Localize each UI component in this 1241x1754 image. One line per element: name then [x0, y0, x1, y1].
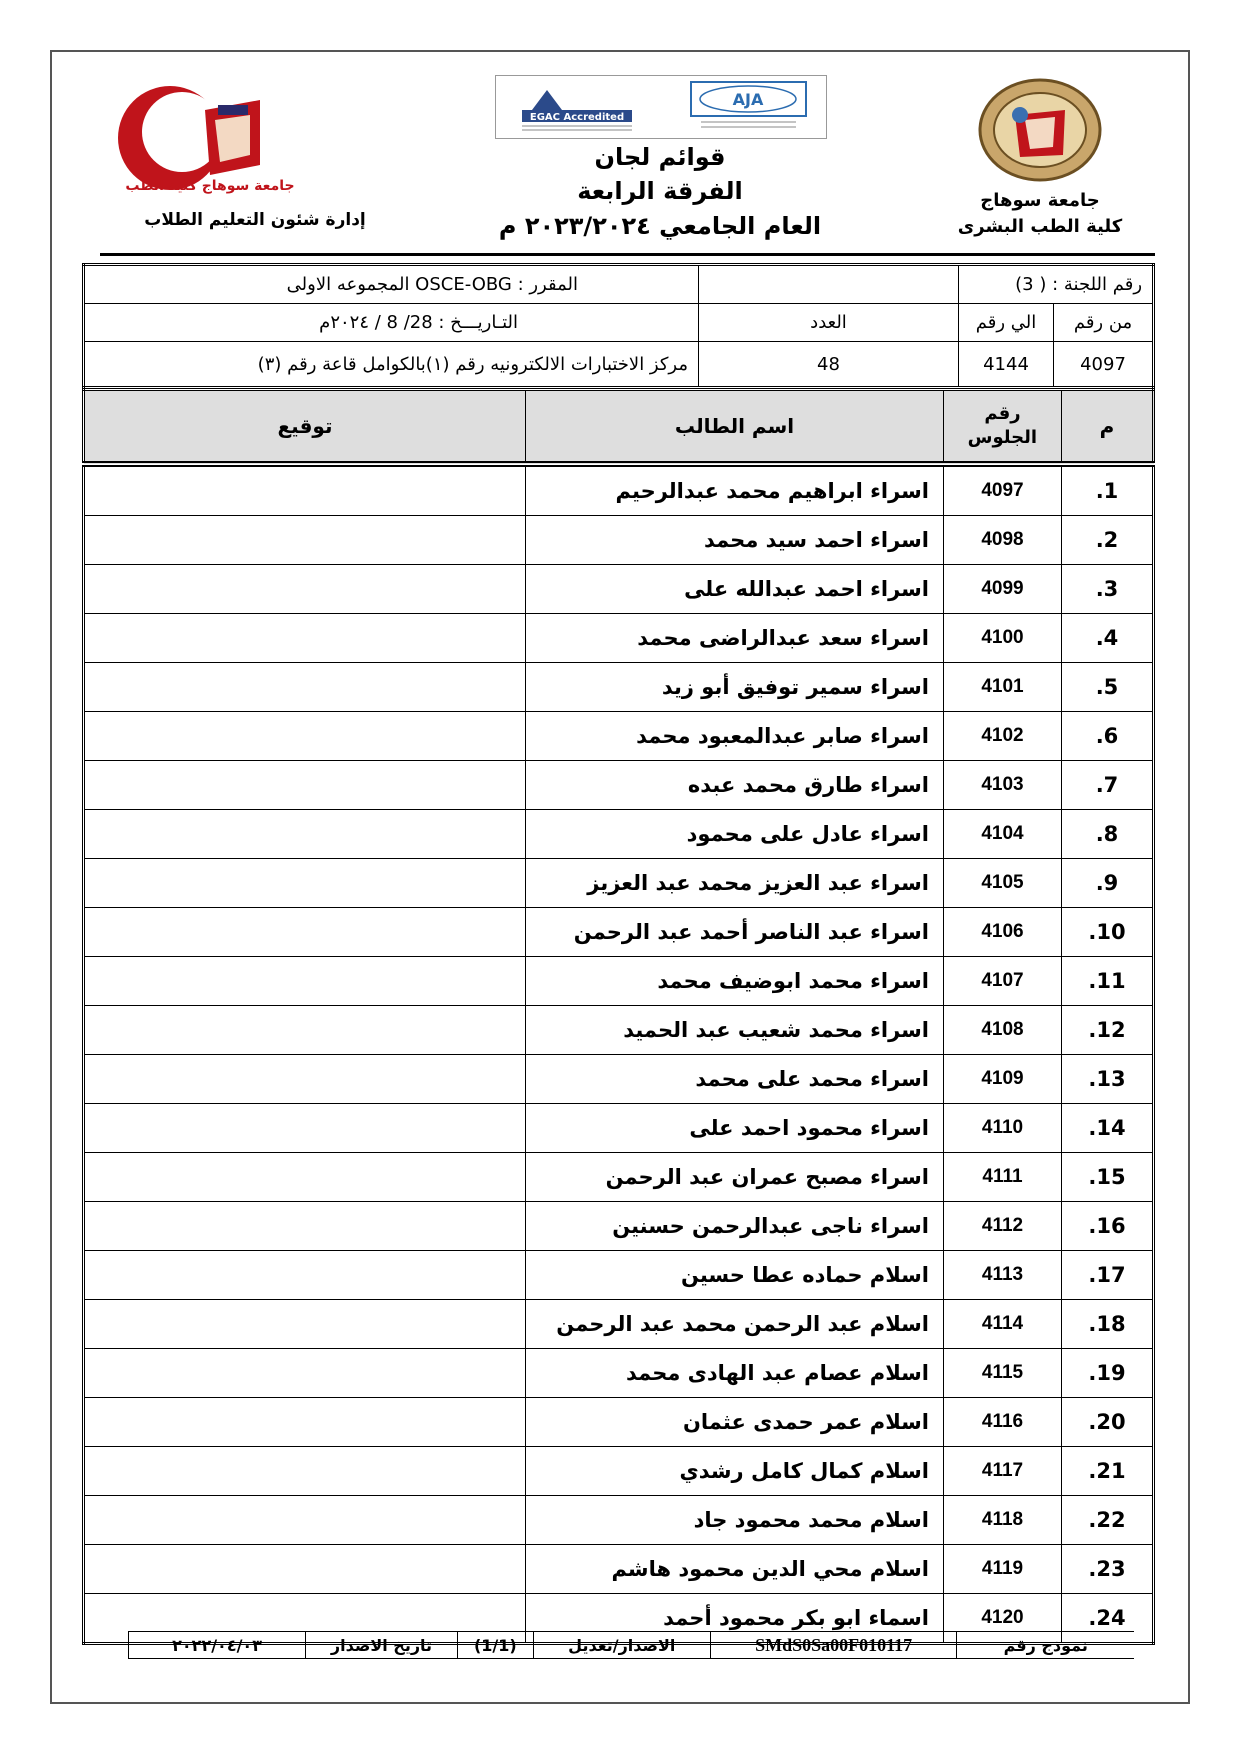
table-row: [84, 1153, 1154, 1202]
table-row: [84, 1055, 1154, 1104]
column-header-index: م: [1062, 390, 1154, 465]
student-name: اسراء سعد عبدالراضى محمد: [526, 614, 944, 663]
logo-text: جامعة سوهاج كلية الطب: [125, 178, 295, 194]
student-name: اسماء ابو بكر محمود أحمد: [526, 1594, 944, 1644]
seat-number: 4112: [944, 1202, 1062, 1251]
seat-number: 4120: [944, 1594, 1062, 1644]
academic-year: العام الجامعي ٢٠٢٣/٢٠٢٤ م: [498, 212, 822, 240]
row-index: 4.: [1062, 614, 1154, 663]
signature-cell: [84, 1349, 526, 1398]
course-name: المقرر : OSCE-OBG المجموعه الاولى: [84, 265, 699, 304]
signature-cell: [84, 957, 526, 1006]
row-index: 12.: [1062, 1006, 1154, 1055]
signature-cell: [84, 1202, 526, 1251]
department-name: إدارة شئون التعليم الطلاب: [144, 210, 366, 230]
table-row: [84, 565, 1154, 614]
signature-cell: [84, 1104, 526, 1153]
row-index: 19.: [1062, 1349, 1154, 1398]
seat-number: 4105: [944, 859, 1062, 908]
column-header-signature: توقيع: [84, 390, 526, 465]
university-block: [955, 188, 1125, 240]
row-index: 15.: [1062, 1153, 1154, 1202]
signature-cell: [84, 859, 526, 908]
seat-number: 4106: [944, 908, 1062, 957]
row-index: 13.: [1062, 1055, 1154, 1104]
student-name: اسلام عمر حمدى عثمان: [526, 1398, 944, 1447]
table-row: [84, 761, 1154, 810]
from-label: من رقم: [1054, 304, 1154, 342]
student-name: اسراء محمد على محمد: [526, 1055, 944, 1104]
student-name: اسراء صابر عبدالمعبود محمد: [526, 712, 944, 761]
seat-number: 4098: [944, 516, 1062, 565]
table-row: [84, 859, 1154, 908]
row-index: 23.: [1062, 1545, 1154, 1594]
seat-number: 4113: [944, 1251, 1062, 1300]
row-index: 5.: [1062, 663, 1154, 712]
seat-number: 4109: [944, 1055, 1062, 1104]
row-index: 10.: [1062, 908, 1154, 957]
table-row: [84, 516, 1154, 565]
students-table: [82, 388, 1155, 1645]
table-row: [84, 908, 1154, 957]
signature-cell: [84, 516, 526, 565]
row-index: 11.: [1062, 957, 1154, 1006]
table-row: [84, 614, 1154, 663]
issue-date-label: تاريخ الاصدار: [306, 1632, 458, 1659]
table-row: [84, 1251, 1154, 1300]
count-label: العدد: [699, 304, 959, 342]
exam-date: التـاريـــخ : 28/ 8 / ٢٠٢٤م: [84, 304, 699, 342]
student-name: اسلام محي الدين محمود هاشم: [526, 1545, 944, 1594]
row-index: 22.: [1062, 1496, 1154, 1545]
table-row: [84, 663, 1154, 712]
student-name: اسراء ابراهيم محمد عبدالرحيم: [526, 464, 944, 516]
egac-text: EGAC Accredited: [529, 112, 625, 123]
row-index: 3.: [1062, 565, 1154, 614]
signature-cell: [84, 1398, 526, 1447]
row-index: 9.: [1062, 859, 1154, 908]
seat-number: 4111: [944, 1153, 1062, 1202]
committee-info-table: [82, 263, 1155, 389]
row-index: 20.: [1062, 1398, 1154, 1447]
edition-label: الاصدار/تعديل: [533, 1632, 710, 1659]
seat-number: 4114: [944, 1300, 1062, 1349]
table-row: [84, 1006, 1154, 1055]
table-row: [84, 1545, 1154, 1594]
student-name: اسراء احمد عبدالله على: [526, 565, 944, 614]
signature-cell: [84, 761, 526, 810]
signature-cell: [84, 1300, 526, 1349]
table-row: [84, 957, 1154, 1006]
student-name: اسلام عصام عبد الهادى محمد: [526, 1349, 944, 1398]
signature-cell: [84, 908, 526, 957]
seat-number: 4110: [944, 1104, 1062, 1153]
form-number-label: نموذج رقم: [957, 1632, 1134, 1659]
student-name: اسلام كمال كامل رشدي: [526, 1447, 944, 1496]
row-index: 17.: [1062, 1251, 1154, 1300]
signature-cell: [84, 565, 526, 614]
signature-cell: [84, 1006, 526, 1055]
signature-cell: [84, 1447, 526, 1496]
row-index: 8.: [1062, 810, 1154, 859]
student-name: اسراء محمد شعيب عبد الحميد: [526, 1006, 944, 1055]
row-index: 1.: [1062, 464, 1154, 516]
issue-date-value: ٢٠٢٢/٠٤/٠٣: [129, 1632, 306, 1659]
student-name: اسراء محمد ابوضيف محمد: [526, 957, 944, 1006]
student-name: اسراء محمود احمد على: [526, 1104, 944, 1153]
form-number-value: SMdS0Sa00F010117: [710, 1632, 957, 1659]
aja-text: AJA: [732, 90, 764, 109]
signature-cell: [84, 663, 526, 712]
empty-cell: [699, 265, 959, 304]
student-name: اسراء عبد العزيز محمد عبد العزيز: [526, 859, 944, 908]
student-name: اسراء ناجى عبدالرحمن حسنين: [526, 1202, 944, 1251]
row-index: 18.: [1062, 1300, 1154, 1349]
egac-logo: [502, 80, 652, 134]
column-header-seat: رقم الجلوس: [944, 390, 1062, 465]
student-name: اسراء عادل على محمود: [526, 810, 944, 859]
row-index: 6.: [1062, 712, 1154, 761]
signature-cell: [84, 1496, 526, 1545]
table-row: [84, 1496, 1154, 1545]
from-value: 4097: [1054, 342, 1154, 388]
committee-number: رقم اللجنة : ( 3): [959, 265, 1154, 304]
count-value: 48: [699, 342, 959, 388]
student-name: اسلام حماده عطا حسين: [526, 1251, 944, 1300]
table-row: [84, 464, 1154, 516]
to-label: الي رقم: [959, 304, 1054, 342]
document-title-block: [470, 140, 850, 244]
signature-cell: [84, 464, 526, 516]
seat-number: 4104: [944, 810, 1062, 859]
table-row: [84, 810, 1154, 859]
to-value: 4144: [959, 342, 1054, 388]
document-title: قوائم لجان: [594, 143, 726, 171]
table-row: [84, 1104, 1154, 1153]
edition-value: (1/1): [457, 1632, 533, 1659]
seat-number: 4101: [944, 663, 1062, 712]
student-name: اسراء عبد الناصر أحمد عبد الرحمن: [526, 908, 944, 957]
student-name: اسلام عبد الرحمن محمد عبد الرحمن: [526, 1300, 944, 1349]
seat-number: 4097: [944, 464, 1062, 516]
seat-number: 4099: [944, 565, 1062, 614]
row-index: 7.: [1062, 761, 1154, 810]
seat-number: 4117: [944, 1447, 1062, 1496]
certification-logos: [495, 75, 827, 139]
student-name: اسراء طارق محمد عبده: [526, 761, 944, 810]
form-footer: [128, 1631, 1134, 1659]
aja-logo: [686, 80, 811, 130]
signature-cell: [84, 1055, 526, 1104]
signature-cell: [84, 712, 526, 761]
signature-cell: [84, 1153, 526, 1202]
header-divider: [100, 253, 1155, 256]
seat-number: 4119: [944, 1545, 1062, 1594]
table-row: [84, 1202, 1154, 1251]
university-name: جامعة سوهاج: [980, 190, 1100, 211]
student-name: اسراء مصبح عمران عبد الرحمن: [526, 1153, 944, 1202]
seat-number: 4116: [944, 1398, 1062, 1447]
table-row: [84, 1300, 1154, 1349]
signature-cell: [84, 1251, 526, 1300]
seat-number: 4102: [944, 712, 1062, 761]
table-row: [84, 1398, 1154, 1447]
seat-number: 4103: [944, 761, 1062, 810]
table-row: [84, 1447, 1154, 1496]
row-index: 2.: [1062, 516, 1154, 565]
signature-cell: [84, 810, 526, 859]
student-name: اسراء سمير توفيق أبو زيد: [526, 663, 944, 712]
row-index: 16.: [1062, 1202, 1154, 1251]
faculty-logo: [110, 80, 310, 200]
row-index: 14.: [1062, 1104, 1154, 1153]
exam-location: مركز الاختبارات الالكترونيه رقم (١)بالكوامل قاعة رقم (٣): [84, 342, 699, 388]
class-year: الفرقة الرابعة: [577, 177, 743, 205]
seat-number: 4100: [944, 614, 1062, 663]
row-index: 24.: [1062, 1594, 1154, 1644]
faculty-name: كلية الطب البشرى: [957, 216, 1123, 237]
column-header-name: اسم الطالب: [526, 390, 944, 465]
table-row: [84, 712, 1154, 761]
seat-number: 4108: [944, 1006, 1062, 1055]
seat-number: 4118: [944, 1496, 1062, 1545]
university-seal: [975, 75, 1105, 185]
seat-number: 4115: [944, 1349, 1062, 1398]
signature-cell: [84, 614, 526, 663]
table-row: [84, 1349, 1154, 1398]
signature-cell: [84, 1545, 526, 1594]
student-name: اسراء احمد سيد محمد: [526, 516, 944, 565]
seat-number: 4107: [944, 957, 1062, 1006]
student-name: اسلام محمد محمود جاد: [526, 1496, 944, 1545]
row-index: 21.: [1062, 1447, 1154, 1496]
